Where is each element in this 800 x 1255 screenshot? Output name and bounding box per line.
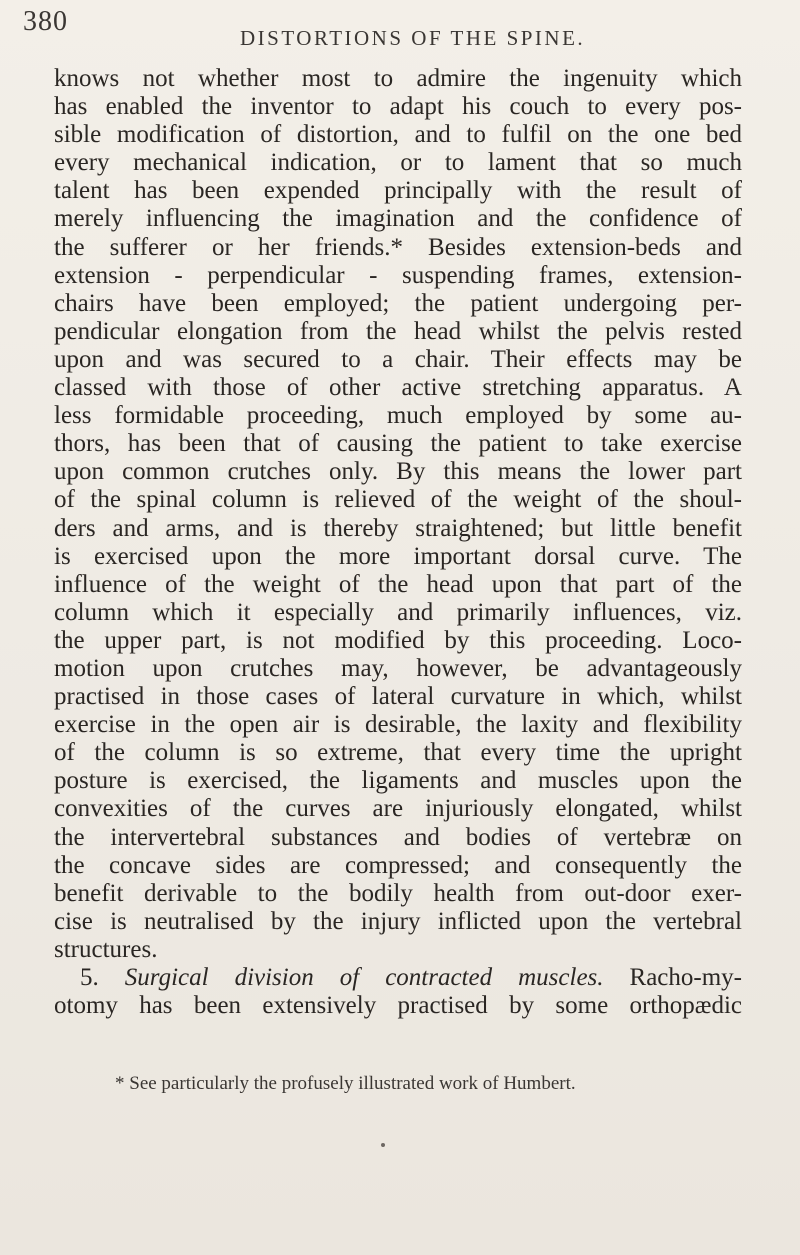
- text-line: upon and was secured to a chair. Their effects may be: [54, 345, 742, 373]
- text-line: upon common crutches only. By this means the lower part: [54, 458, 742, 486]
- text-line: the upper part, is not modified by this proceeding. Loco-: [54, 626, 742, 654]
- text-line: ders and arms, and is thereby straightened; but little benefit: [54, 514, 742, 542]
- text-line: merely influencing the imagination and the confidence of: [54, 205, 742, 233]
- text-line: structures.: [54, 935, 158, 963]
- text-line: benefit derivable to the bodily health from out-door exer-: [54, 879, 742, 907]
- section-heading-line: [54, 964, 742, 992]
- text-line: cise is neutralised by the injury inflicted upon the vertebral: [54, 907, 742, 935]
- text-line: talent has been expended principally with the result of: [54, 177, 742, 205]
- text-line: chairs have been employed; the patient undergoing per-: [54, 289, 742, 317]
- text-line: convexities of the curves are injuriously elongated, whilst: [54, 795, 742, 823]
- section-heading-continuation: Racho-my-: [629, 964, 742, 991]
- text-line: the sufferer or her friends.* Besides extension-beds and: [54, 233, 742, 261]
- text-line: classed with those of other active stretching apparatus. A: [54, 374, 742, 402]
- text-line: is exercised upon the more important dorsal curve. The: [54, 542, 742, 570]
- section-heading: Surgical division of contracted muscles.: [124, 964, 604, 991]
- text-line: the intervertebral substances and bodies of vertebræ on: [54, 823, 742, 851]
- text-line: less formidable proceeding, much employed by some au-: [54, 402, 742, 430]
- footnote: * See particularly the profusely illustrated work of Humbert.: [115, 1073, 576, 1094]
- text-line: practised in those cases of lateral curvature in which, whilst: [54, 683, 742, 711]
- text-line: exercise in the open air is desirable, the laxity and flexibility: [54, 711, 742, 739]
- text-line: motion upon crutches may, however, be advantageously: [54, 654, 742, 682]
- text-line: of the column is so extreme, that every time the upright: [54, 739, 742, 767]
- text-line: knows not whether most to admire the ingenuity which: [54, 65, 742, 92]
- text-line: influence of the weight of the head upon that part of the: [54, 570, 742, 598]
- text-line: column which it especially and primarily influences, viz.: [54, 598, 742, 626]
- text-line: pendicular elongation from the head whilst the pelvis rested: [54, 317, 742, 345]
- body-text: [54, 65, 742, 1020]
- text-line: posture is exercised, the ligaments and muscles upon the: [54, 767, 742, 795]
- page-number: 380: [23, 6, 68, 37]
- text-line: of the spinal column is relieved of the weight of the shoul-: [54, 486, 742, 514]
- text-line: sible modification of distortion, and to fulfil on the one bed: [54, 121, 742, 149]
- section-number: 5.: [80, 964, 99, 991]
- text-line: the concave sides are compressed; and consequently the: [54, 851, 742, 879]
- running-head: DISTORTIONS OF THE SPINE.: [240, 26, 586, 50]
- text-line: otomy has been extensively practised by some orthopædic: [54, 992, 742, 1020]
- text-line: every mechanical indication, or to lament that so much: [54, 149, 742, 177]
- text-line: thors, has been that of causing the patient to take exercise: [54, 430, 742, 458]
- text-line: has enabled the inventor to adapt his couch to every pos-: [54, 93, 742, 121]
- text-line: extension - perpendicular - suspending frames, extension-: [54, 261, 742, 289]
- ink-speck: [381, 1143, 385, 1147]
